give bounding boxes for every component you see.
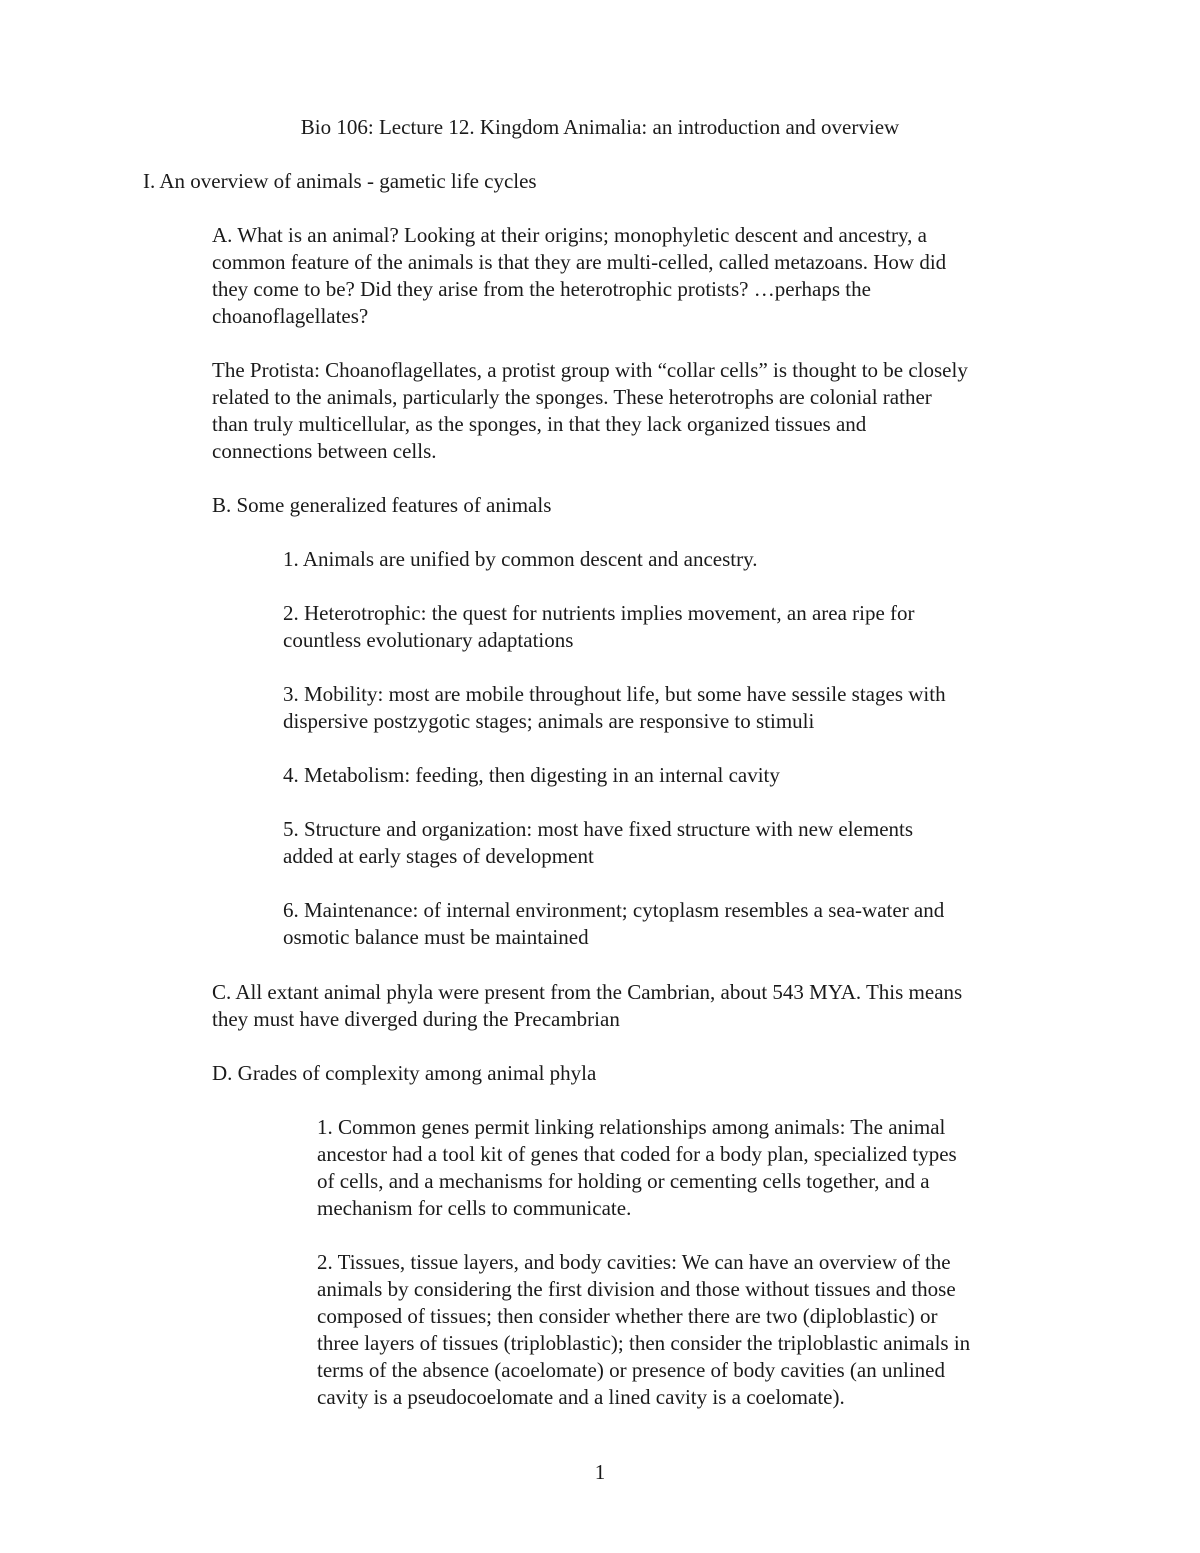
lecture-title: Bio 106: Lecture 12. Kingdom Animalia: an introduction and overview: [300, 115, 900, 139]
complexity-item-1: 1. Common genes permit linking relationships among animals: The animal ancestor had a tool kit of genes that coded for a body plan, specialized types of cells, and a mechanisms for holding or cementing cells together, and a mechanism for cells to communicate.: [317, 1115, 957, 1220]
feature-item-2: 2. Heterotrophic: the quest for nutrients implies movement, an area ripe for countless evolutionary adaptations: [283, 601, 915, 652]
subsection-d-heading: D. Grades of complexity among animal phyla: [212, 1061, 597, 1085]
feature-item-5: 5. Structure and organization: most have fixed structure with new elements added at early stages of development: [283, 817, 914, 868]
subsection-a-text: A. What is an animal? Looking at their origins; monophyletic descent and ancestry, a common feature of the animals is that they are multi-celled, called metazoans. How did they come to be? Did they arise from the heterotrophic protists? …perhaps the choanoflagellates?: [212, 223, 947, 328]
subsection-b-heading: B. Some generalized features of animals: [212, 493, 552, 517]
page-number: 1: [594, 1460, 606, 1484]
feature-item-3: 3. Mobility: most are mobile throughout life, but some have sessile stages with dispersive postzygotic stages; animals are responsive to stimuli: [283, 682, 946, 733]
feature-item-4: 4. Metabolism: feeding, then digesting in an internal cavity: [283, 763, 780, 787]
complexity-item-2: 2. Tissues, tissue layers, and body cavities: We can have an overview of the animals by considering the first division and those without tissues and those composed of tissues; then consider whether there are two (diploblastic) or three layers of tissues (triploblastic); then consider the triploblastic animals in terms of the absence (acoelomate) or presence of body cavities (an unlined cavity is a pseudocoelomate and a lined cavity is a coelomate).: [317, 1250, 971, 1409]
subsection-c-text: C. All extant animal phyla were present from the Cambrian, about 543 MYA. This means they must have diverged during the Precambrian: [212, 980, 963, 1031]
feature-item-1: 1. Animals are unified by common descent and ancestry.: [283, 547, 758, 571]
feature-item-6: 6. Maintenance: of internal environment; cytoplasm resembles a sea-water and osmotic balance must be maintained: [283, 898, 945, 949]
section-heading: I. An overview of animals - gametic life cycles: [143, 169, 537, 193]
protista-paragraph: The Protista: Choanoflagellates, a protist group with “collar cells” is thought to be closely related to the animals, particularly the sponges. These heterotrophs are colonial rather than truly multicellular, as the sponges, in that they lack organized tissues and connections between cells.: [212, 358, 968, 463]
